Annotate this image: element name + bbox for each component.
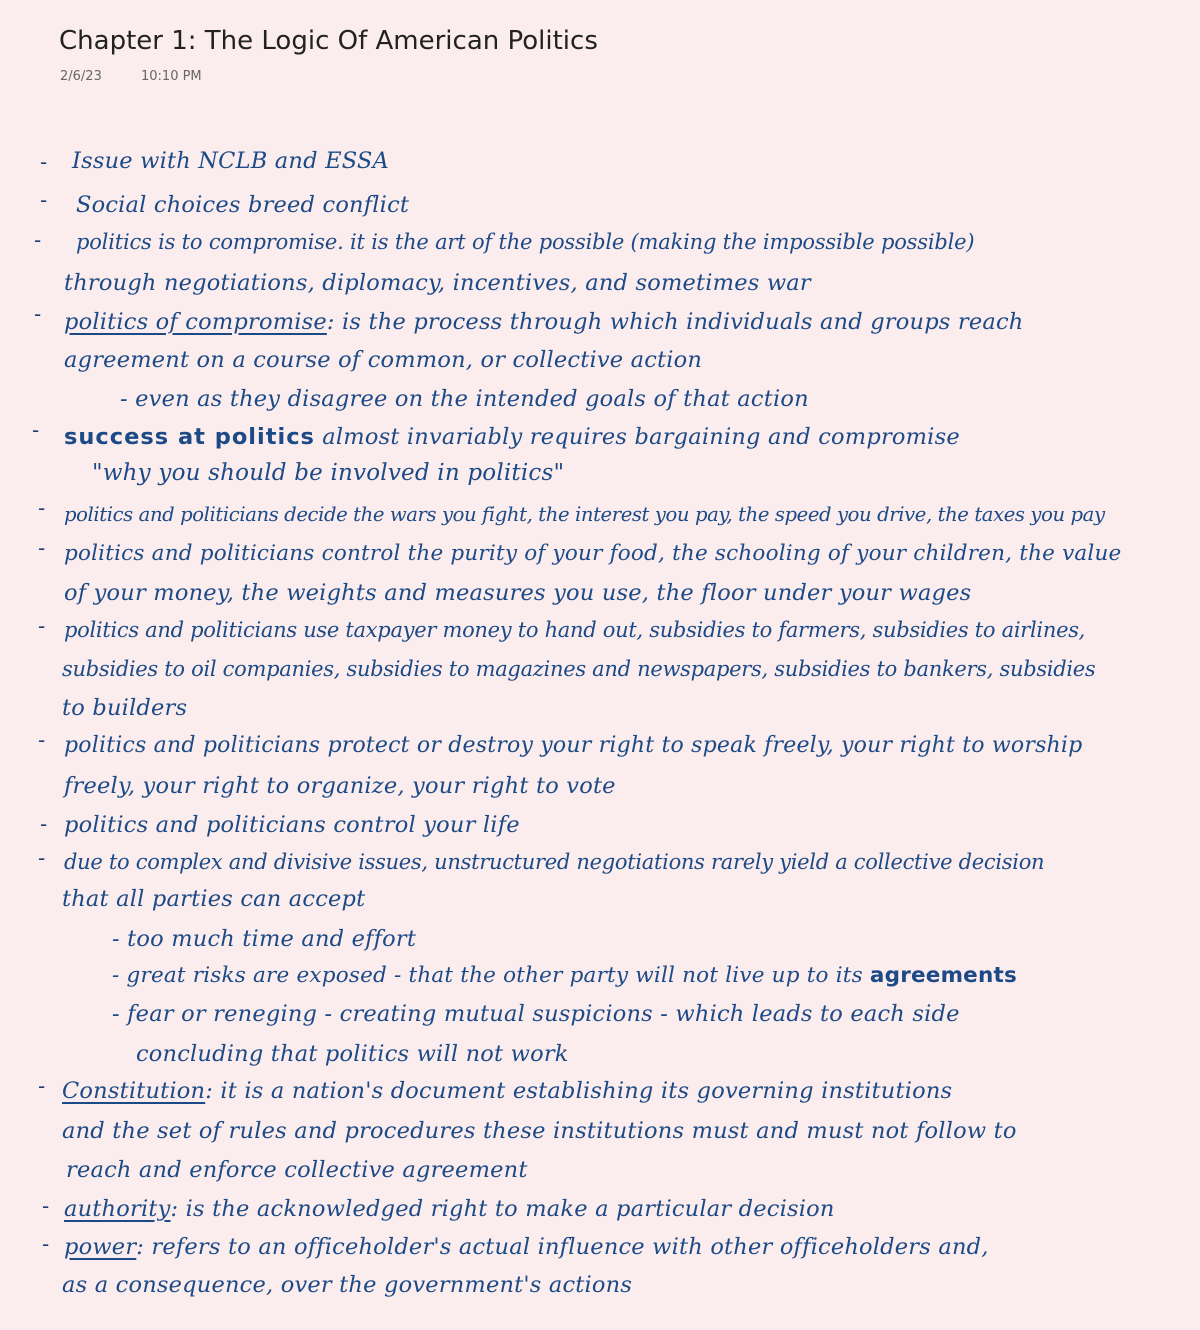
note-time: 10:10 PM (141, 69, 202, 84)
bullet-dash: - (38, 728, 46, 752)
note-line: politics is to compromise. it is the art of the possible (making the impossible possible) (76, 230, 975, 254)
note-sub-line: - fear or reneging - creating mutual suspicions - which leads to each side (112, 1001, 960, 1027)
note-line: as a consequence, over the government's actions (62, 1272, 633, 1298)
bullet-dash: - (38, 1074, 46, 1098)
note-sub-line: - even as they disagree on the intended goals of that action (120, 386, 809, 412)
note-line: that all parties can accept (62, 886, 366, 912)
note-line: politics and politicians use taxpayer money to hand out, subsidies to farmers, subsidies to airlines, (64, 618, 1086, 642)
note-line (62, 1078, 952, 1104)
note-line (64, 424, 960, 450)
term-politics-of-compromise: politics of compromise (64, 309, 327, 335)
page-title: Chapter 1: The Logic Of American Politics (59, 26, 598, 56)
definition-text: : it is a nation's document establishing its governing institutions (205, 1078, 953, 1104)
note-sub-line (112, 963, 1017, 988)
note-line: Issue with NCLB and ESSA (72, 148, 389, 174)
bullet-dash: - (32, 418, 40, 442)
note-line: politics and politicians protect or destroy your right to speak freely, your right to worship (64, 733, 1083, 758)
note-line: of your money, the weights and measures you use, the floor under your wages (64, 580, 972, 606)
note-line: through negotiations, diplomacy, incentives, and sometimes war (64, 270, 811, 296)
note-line (64, 1196, 835, 1222)
bullet-dash: - (40, 150, 48, 174)
bullet-dash: - (38, 614, 46, 638)
bullet-dash: - (42, 1232, 50, 1256)
bullet-dash: - (34, 228, 42, 252)
bullet-dash: - (38, 846, 46, 870)
note-line (64, 309, 1023, 335)
term-power: power (64, 1234, 137, 1260)
note-line: politics and politicians control the purity of your food, the schooling of your children, the value (64, 541, 1122, 566)
bullet-dash: - (38, 536, 46, 560)
note-line: due to complex and divisive issues, unstructured negotiations rarely yield a collective decision (64, 850, 1045, 874)
bullet-dash: - (42, 1194, 50, 1218)
note-sub-line: concluding that politics will not work (136, 1041, 569, 1067)
bold-phrase: success at politics (64, 424, 315, 450)
note-line (64, 1234, 989, 1260)
note-date: 2/6/23 (60, 69, 102, 84)
bullet-dash: - (34, 302, 42, 326)
term-authority: authority (64, 1196, 171, 1222)
note-line: politics and politicians decide the wars you fight, the interest you pay, the speed you drive, the taxes you pay (64, 503, 1105, 526)
note-line: subsidies to oil companies, subsidies to magazines and newspapers, subsidies to bankers, subsidies (62, 657, 1096, 681)
line-text: - great risks are exposed - that the other party will not live up to its (112, 963, 870, 988)
definition-text: : is the acknowledged right to make a particular decision (170, 1196, 835, 1222)
bullet-dash: - (38, 496, 46, 520)
term-constitution: Constitution (62, 1078, 206, 1104)
bold-word: agreements (869, 963, 1017, 988)
note-line: politics and politicians control your life (64, 812, 520, 838)
note-line: reach and enforce collective agreement (66, 1157, 528, 1183)
section-heading: "why you should be involved in politics" (92, 460, 565, 486)
definition-text: : is the process through which individuals and groups reach (326, 309, 1024, 335)
note-line: Social choices breed conflict (76, 192, 410, 218)
bullet-dash: - (40, 812, 48, 836)
note-line: agreement on a course of common, or collective action (64, 347, 703, 373)
bullet-dash: - (40, 188, 48, 212)
note-sub-line: - too much time and effort (112, 926, 417, 952)
note-line: and the set of rules and procedures these institutions must and must not follow to (62, 1118, 1017, 1144)
note-line: freely, your right to organize, your right to vote (64, 773, 616, 799)
definition-text: : refers to an officeholder's actual influence with other officeholders and, (136, 1234, 989, 1260)
note-line: to builders (62, 695, 188, 721)
line-text: almost invariably requires bargaining and compromise (314, 424, 960, 450)
